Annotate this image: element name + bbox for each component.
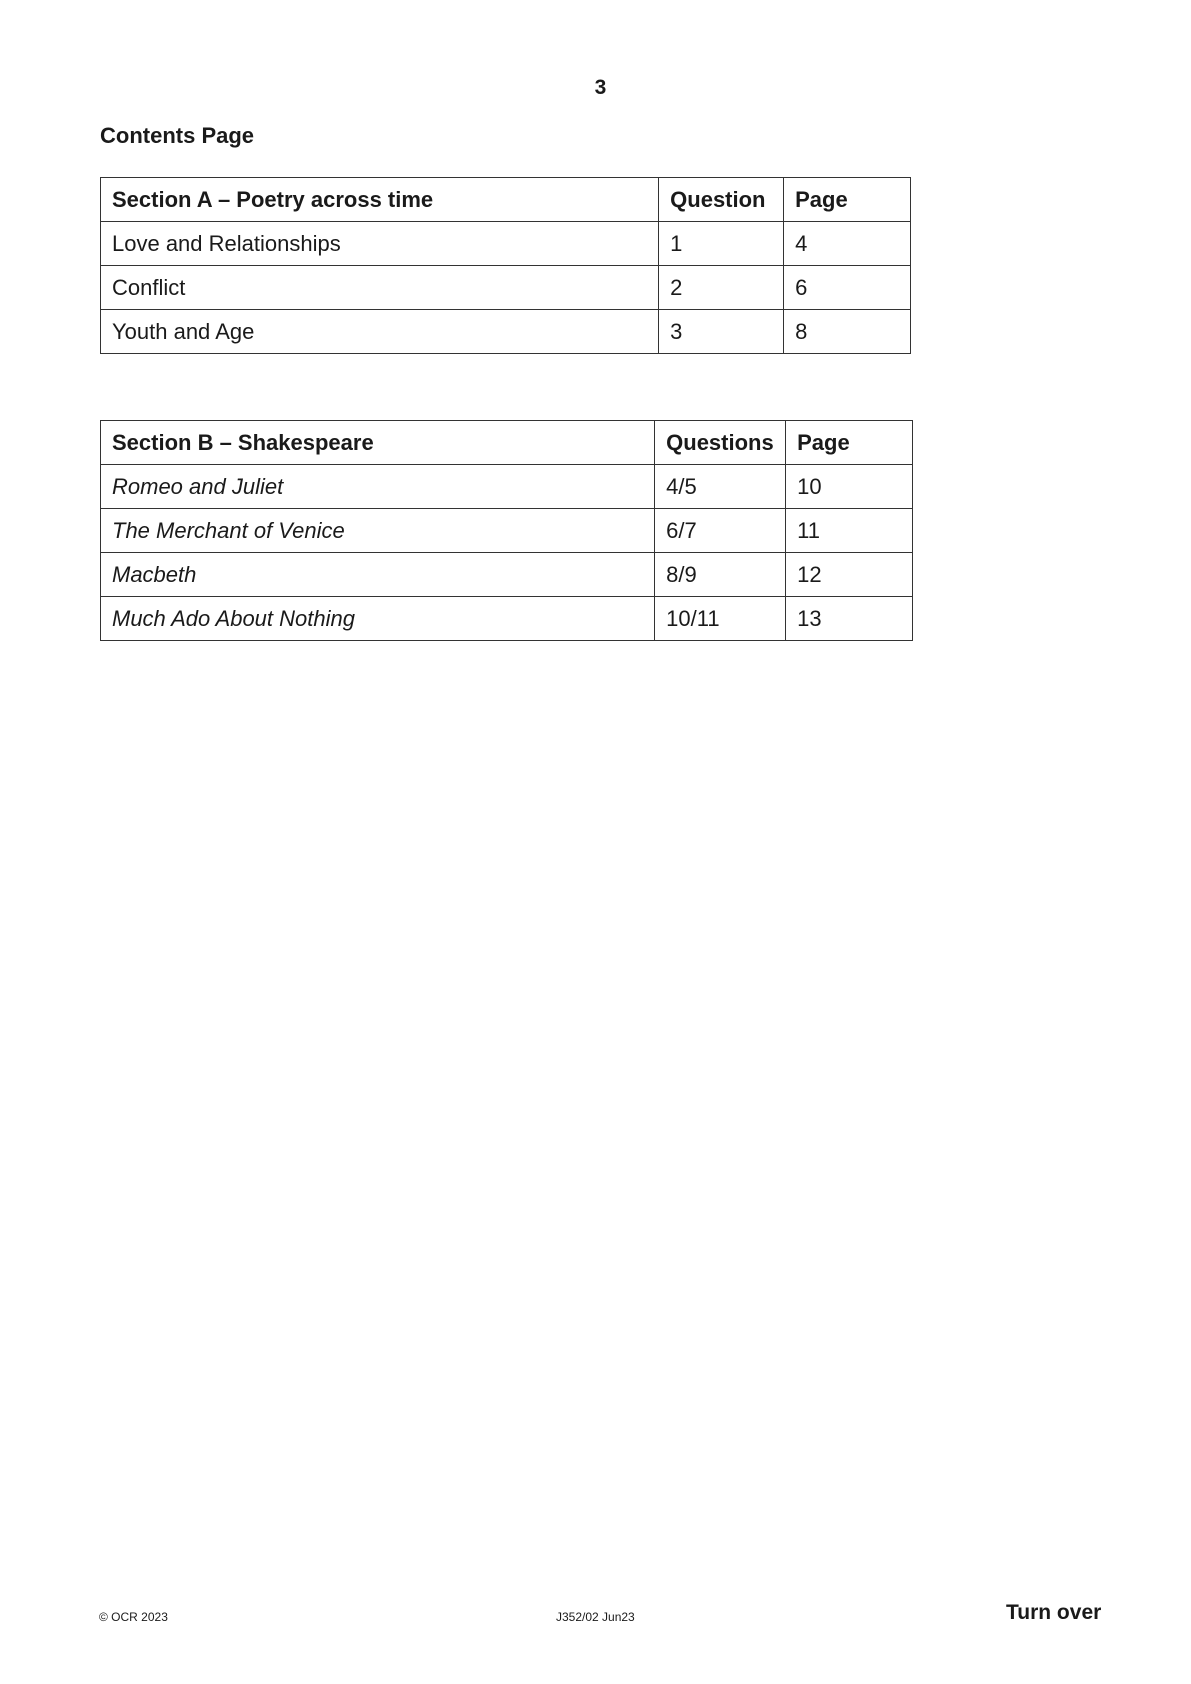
- question-number: 8/9: [655, 553, 786, 597]
- play-title: Romeo and Juliet: [101, 465, 655, 509]
- section-title: Youth and Age: [101, 310, 659, 354]
- play-title: Much Ado About Nothing: [101, 597, 655, 641]
- page-number: 3: [594, 76, 607, 99]
- page-ref: 4: [784, 222, 911, 266]
- paper-reference: J352/02 Jun23: [556, 1610, 635, 1624]
- copyright-notice: © OCR 2023: [99, 1610, 168, 1624]
- table-row: [101, 310, 911, 354]
- table-row: [101, 553, 913, 597]
- section-title: Love and Relationships: [101, 222, 659, 266]
- question-number: 10/11: [655, 597, 786, 641]
- page-ref: 10: [786, 465, 913, 509]
- table-row: [101, 222, 911, 266]
- table-row: [101, 509, 913, 553]
- question-number: 6/7: [655, 509, 786, 553]
- page-ref: 12: [786, 553, 913, 597]
- page-ref: 8: [784, 310, 911, 354]
- contents-title: Contents Page: [100, 123, 255, 148]
- turn-over-label: Turn over: [1006, 1601, 1102, 1624]
- section-b-table: [100, 420, 913, 641]
- question-number: 1: [659, 222, 784, 266]
- section-title: Conflict: [101, 266, 659, 310]
- question-number: 2: [659, 266, 784, 310]
- table-row: [101, 266, 911, 310]
- table-row: [101, 465, 913, 509]
- question-number: 3: [659, 310, 784, 354]
- page-column-header: Page: [784, 178, 911, 222]
- play-title: The Merchant of Venice: [101, 509, 655, 553]
- page-ref: 13: [786, 597, 913, 641]
- questions-column-header: Questions: [655, 421, 786, 465]
- section-a-heading: Section A – Poetry across time: [101, 178, 659, 222]
- table-header-row: [101, 421, 913, 465]
- table-header-row: [101, 178, 911, 222]
- page-column-header: Page: [786, 421, 913, 465]
- section-b-heading: Section B – Shakespeare: [101, 421, 655, 465]
- table-row: [101, 597, 913, 641]
- question-column-header: Question: [659, 178, 784, 222]
- page-ref: 6: [784, 266, 911, 310]
- play-title: Macbeth: [101, 553, 655, 597]
- section-a-table: [100, 177, 911, 354]
- question-number: 4/5: [655, 465, 786, 509]
- page-ref: 11: [786, 509, 913, 553]
